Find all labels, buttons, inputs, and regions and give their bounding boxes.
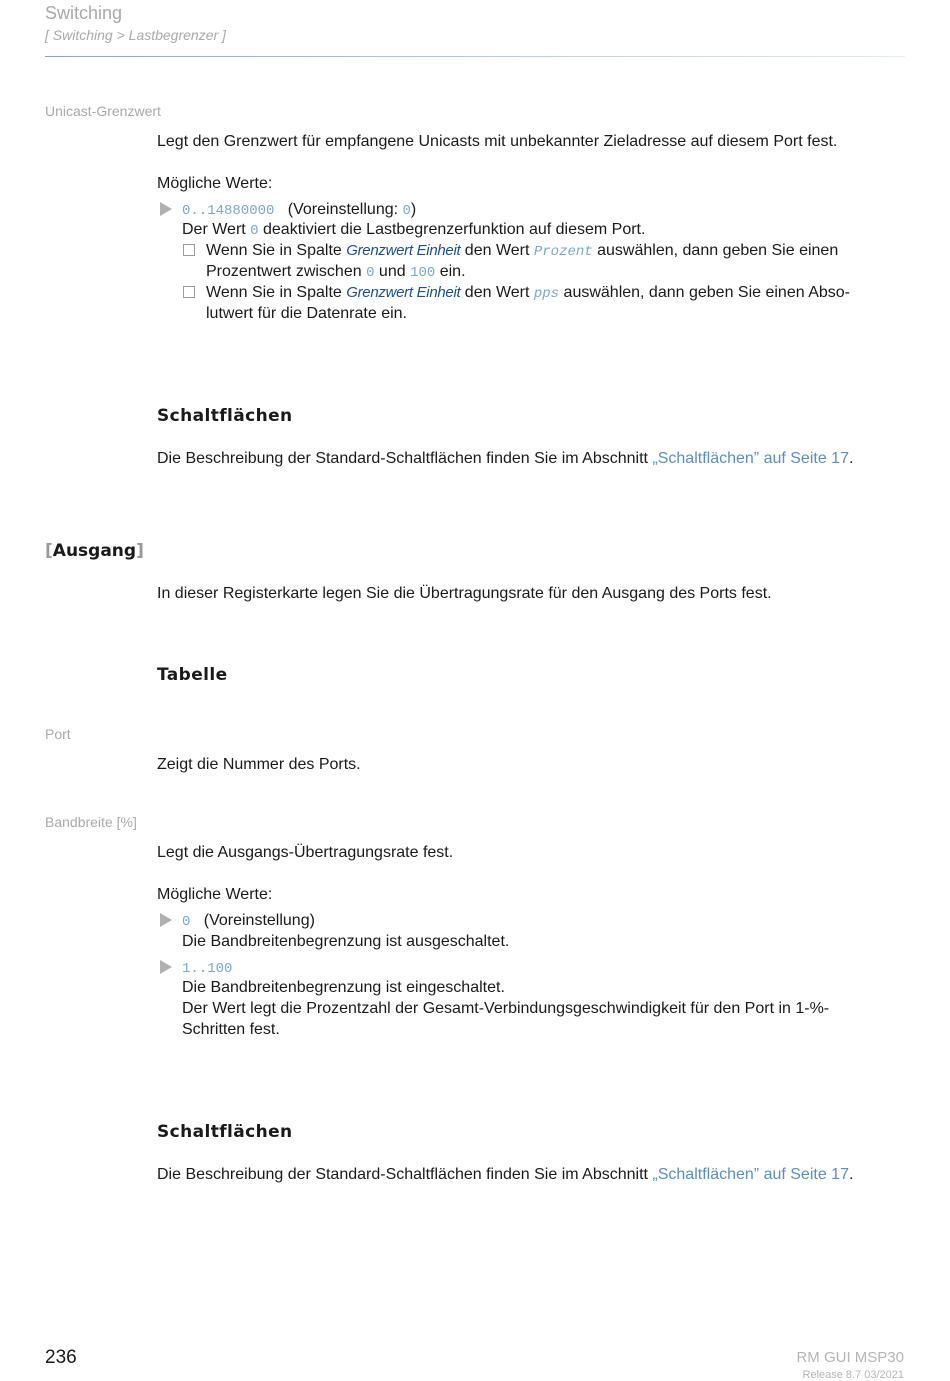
footer-product: RM GUI MSP30 (796, 1349, 904, 1366)
bandwidth-description: Legt die Ausgangs-Übertragungsrate fest. (157, 844, 454, 861)
bandwidth-range-desc2: Der Wert legt die Prozentzahl der Gesamt-Verbindungsgeschwindigkeit für den Port in 1-%- (182, 1000, 830, 1017)
text: deaktiviert die Lastbegrenzerfunktion auf diesem Port. (258, 221, 646, 238)
chapter-title: Switching (45, 3, 123, 23)
section-heading-buttons: Schaltflächen (157, 406, 293, 426)
bandwidth-values-label: Mögliche Werte: (157, 886, 273, 903)
param-label-bandwidth: Bandbreite [%] (45, 814, 137, 830)
footer-release: Release 8.7 03/2021 (802, 1369, 904, 1381)
bracket: [ (45, 541, 53, 561)
section-heading-buttons: Schaltflächen (157, 1122, 293, 1142)
inline-value: 100 (410, 265, 436, 281)
unicast-subitem-percent-cont (206, 261, 466, 284)
unicast-subitem-pps (206, 282, 850, 305)
cross-reference-link[interactable]: „Schaltflächen” auf Seite 17 (652, 450, 849, 467)
bandwidth-value-0-desc: Die Bandbreitenbegrenzung ist ausgeschaltet. (182, 933, 510, 950)
text: Die Beschreibung der Standard-Schaltflächen finden Sie im Abschnitt (157, 1166, 653, 1183)
bandwidth-range-desc1: Die Bandbreitenbegrenzung ist eingeschaltet. (182, 979, 505, 996)
default-label: (Voreinstellung: (287, 201, 403, 218)
column-reference: Grenzwert Einheit (346, 242, 461, 259)
text: auswählen, dann geben Sie einen Abso- (559, 284, 850, 301)
section-heading-ausgang (45, 541, 144, 561)
unicast-subitem-pps-cont: lutwert für die Datenrate ein. (206, 305, 407, 322)
section-heading-table: Tabelle (157, 665, 228, 685)
default-value: 0 (402, 203, 411, 219)
text: Die Beschreibung der Standard-Schaltflächen finden Sie im Abschnitt (157, 450, 653, 467)
bracket: ] (136, 541, 144, 561)
text: den Wert (460, 284, 534, 301)
unicast-values-label: Mögliche Werte: (157, 175, 273, 192)
sub-bullet-box-icon (183, 286, 195, 298)
text: . (848, 450, 854, 467)
tab-title: Ausgang (52, 541, 137, 561)
buttons-description (157, 1164, 853, 1185)
text: Der Wert (182, 221, 251, 238)
inline-value: 0 (182, 914, 191, 930)
param-label-port: Port (45, 726, 71, 742)
bullet-arrow-icon (160, 202, 172, 216)
breadcrumb: [ Switching > Lastbegrenzer ] (45, 27, 226, 43)
inline-value: 0 (366, 265, 375, 281)
text: auswählen, dann geben Sie einen (592, 242, 839, 259)
inline-value: pps (533, 286, 560, 302)
ausgang-intro: In dieser Registerkarte legen Sie die Übertragungsrate für den Ausgang des Ports fest. (157, 585, 772, 602)
unicast-description: Legt den Grenzwert für empfangene Unicasts mit unbekannter Zieladresse auf diesem Port fest. (157, 133, 838, 150)
page-number: 236 (45, 1347, 77, 1368)
bandwidth-value-0 (182, 910, 315, 933)
column-reference: Grenzwert Einheit (346, 284, 461, 301)
unicast-subitem-percent (206, 240, 838, 263)
unicast-value-desc (182, 219, 645, 242)
inline-value: Prozent (533, 244, 593, 260)
bullet-arrow-icon (160, 960, 172, 974)
unicast-range-value: 0..14880000 (182, 203, 275, 219)
bandwidth-range-desc3: Schritten fest. (182, 1021, 280, 1038)
cross-reference-link[interactable]: „Schaltflächen” auf Seite 17 (652, 1166, 849, 1183)
header-divider (45, 56, 905, 57)
text: ein. (435, 263, 466, 280)
text: Wenn Sie in Spalte (206, 284, 347, 301)
bullet-arrow-icon (160, 913, 172, 927)
port-description: Zeigt die Nummer des Ports. (157, 756, 361, 773)
text: und (374, 263, 411, 280)
text: . (848, 1166, 854, 1183)
text: Prozentwert zwischen (206, 263, 367, 280)
text: den Wert (460, 242, 534, 259)
inline-value: 1..100 (182, 961, 233, 977)
default-close: ) (410, 201, 417, 218)
param-label-unicast: Unicast-Grenzwert (45, 103, 161, 119)
sub-bullet-box-icon (183, 244, 195, 256)
text: Wenn Sie in Spalte (206, 242, 347, 259)
buttons-description (157, 448, 853, 469)
inline-value: 0 (250, 223, 259, 239)
default-label: (Voreinstellung) (203, 912, 315, 929)
